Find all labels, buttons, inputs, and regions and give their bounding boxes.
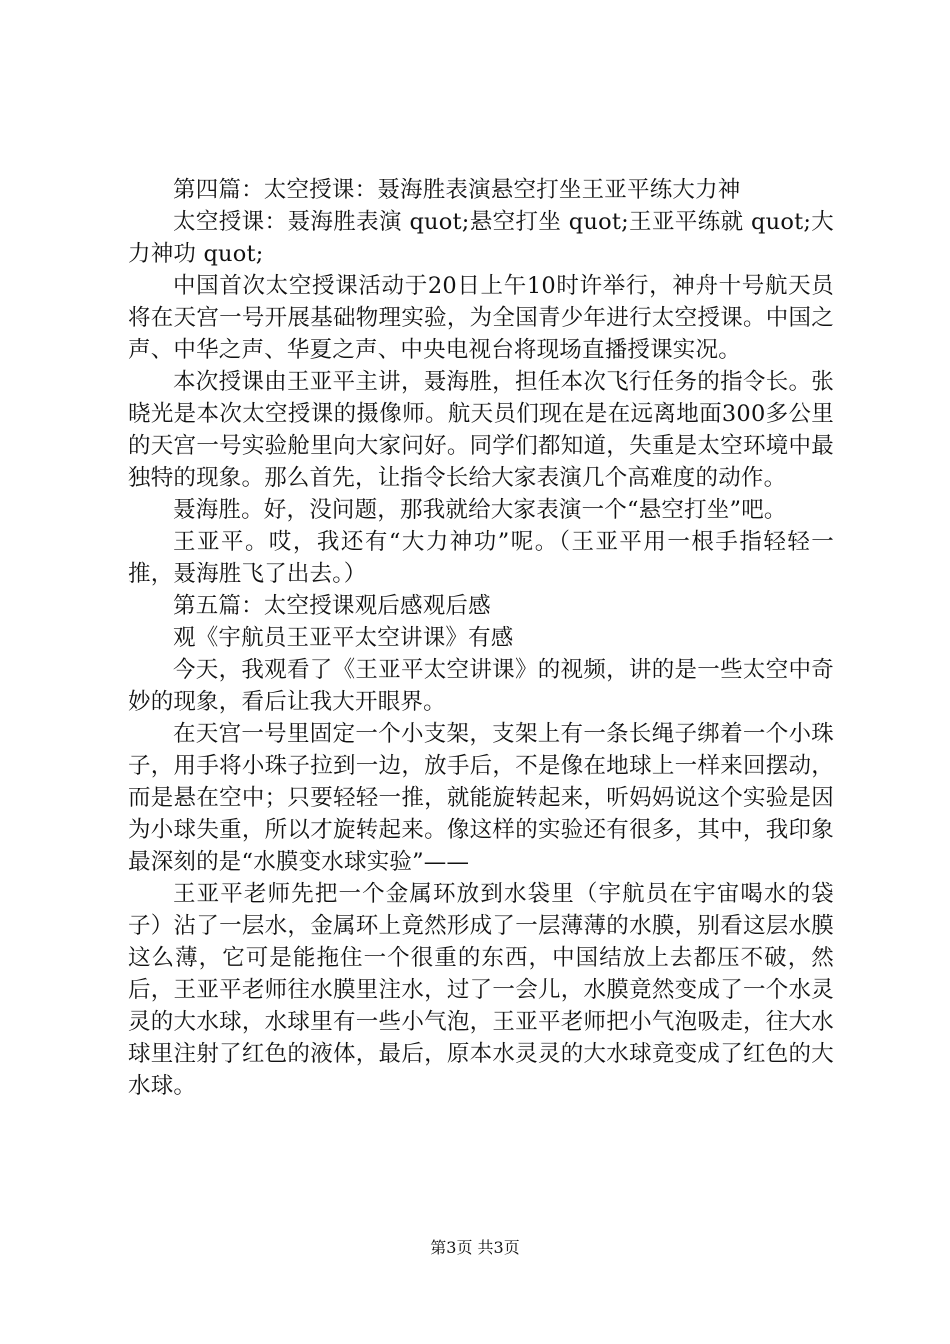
section-heading-4: 第四篇：太空授课：聂海胜表演悬空打坐王亚平练大力神 <box>173 177 741 203</box>
section-heading-5: 第五篇：太空授课观后感观后感 <box>173 593 491 619</box>
document-body <box>128 174 834 1102</box>
page-number-footer: 第3页 共3页 <box>430 1238 520 1257</box>
body-paragraph: 中国首次太空授课活动于20日上午10时许举行，神舟十号航天员将在天宫一号开展基础物理实验，为全国青少年进行太空授课。中国之声、中华之声、华夏之声、中央电视台将现场直播授课实况。 <box>128 273 834 363</box>
body-paragraph: 聂海胜。好，没问题，那我就给大家表演一个“悬空打坐”吧。 <box>173 497 787 523</box>
body-paragraph: 王亚平老师先把一个金属环放到水袋里（宇航员在宇宙喝水的袋子）沾了一层水，金属环上竟然形成了一层薄薄的水膜，别看这层水膜这么薄，它可是能拖住一个很重的东西，中国结放上去都压不破，然后，王亚平老师往水膜里注水，过了一会儿，水膜竟然变成了一个水灵灵的大水球，水球里有一些小气泡，王亚平老师把小气泡吸走，往大水球里注射了红色的液体，最后，原本水灵灵的大水球竟变成了红色的大水球。 <box>128 881 834 1099</box>
body-paragraph: 王亚平。哎，我还有“大力神功”呢。（王亚平用一根手指轻轻一推，聂海胜飞了出去。） <box>128 529 834 587</box>
essay-title: 观《宇航员王亚平太空讲课》有感 <box>173 625 514 651</box>
body-paragraph: 本次授课由王亚平主讲，聂海胜，担任本次飞行任务的指令长。张晓光是本次太空授课的摄像师。航天员们现在是在远离地面300多公里的天宫一号实验舱里向大家问好。同学们都知道，失重是太空环境中最独特的现象。那么首先，让指令长给大家表演几个高难度的动作。 <box>128 369 834 491</box>
body-paragraph: 在天宫一号里固定一个小支架，支架上有一条长绳子绑着一个小珠子，用手将小珠子拉到一边，放手后，不是像在地球上一样来回摆动，而是悬在空中；只要轻轻一推，就能旋转起来，听妈妈说这个实验是因为小球失重，所以才旋转起来。像这样的实验还有很多，其中，我印象最深刻的是“水膜变水球实验”—— <box>128 721 834 875</box>
article-title: 太空授课：聂海胜表演 quot;悬空打坐 quot;王亚平练就 quot;大力神功 quot; <box>128 209 834 267</box>
body-paragraph: 今天，我观看了《王亚平太空讲课》的视频，讲的是一些太空中奇妙的现象，看后让我大开眼界。 <box>128 657 834 715</box>
